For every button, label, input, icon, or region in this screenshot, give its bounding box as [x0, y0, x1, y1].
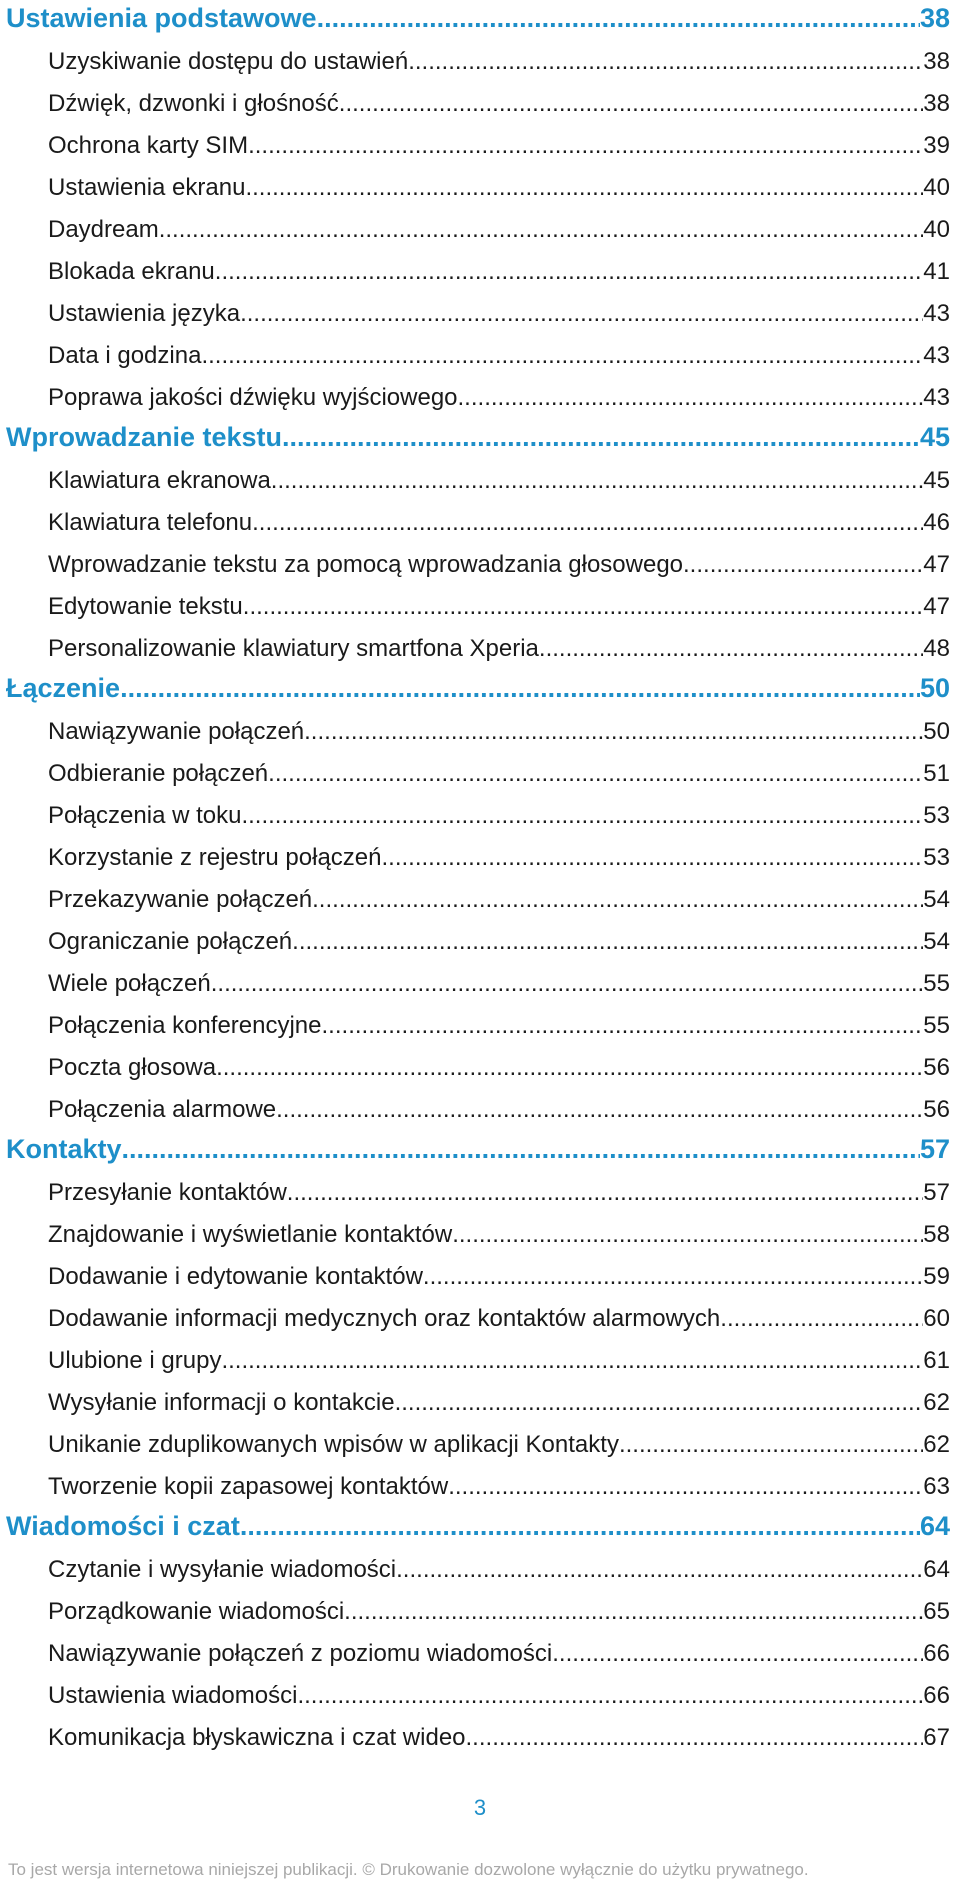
toc-entry[interactable]: [0, 335, 960, 377]
toc-entry-page: 64: [923, 1556, 950, 1583]
dot-leader: [312, 879, 923, 921]
dot-leader: [292, 921, 923, 963]
toc-section: [0, 670, 960, 1131]
toc-entry-page: 65: [923, 1598, 950, 1625]
toc-entry-title: Przekazywanie połączeń: [48, 886, 313, 913]
dot-leader: [122, 1131, 920, 1167]
dot-leader: [552, 1633, 923, 1675]
toc-entry[interactable]: [0, 293, 960, 335]
dot-leader: [211, 963, 924, 1005]
toc-entry-title: Czytanie i wysyłanie wiadomości: [48, 1556, 397, 1583]
toc-entry[interactable]: [0, 1424, 960, 1466]
toc-heading-page: 64: [919, 1511, 950, 1541]
dot-leader: [423, 1256, 923, 1298]
dot-leader: [683, 544, 923, 586]
toc-entry[interactable]: [0, 251, 960, 293]
toc-heading-title: Kontakty: [6, 1134, 122, 1164]
dot-leader: [276, 1089, 923, 1131]
toc-entry-title: Połączenia w toku: [48, 802, 242, 829]
toc-entry[interactable]: [0, 795, 960, 837]
toc-entry-title: Porządkowanie wiadomości: [48, 1598, 345, 1625]
toc-entry-title: Korzystanie z rejestru połączeń: [48, 844, 382, 871]
toc-entry[interactable]: [0, 209, 960, 251]
toc-entry-title: Daydream: [48, 216, 159, 243]
dot-leader: [216, 1047, 923, 1089]
dot-leader: [382, 837, 924, 879]
toc-entry[interactable]: [0, 1047, 960, 1089]
toc-section: [0, 419, 960, 670]
dot-leader: [271, 460, 924, 502]
toc-entry[interactable]: [0, 167, 960, 209]
toc-entry-page: 40: [923, 174, 950, 201]
toc-entry-title: Wprowadzanie tekstu za pomocą wprowadzania głosowego: [48, 551, 684, 578]
dot-leader: [339, 83, 924, 125]
toc-entry-page: 46: [923, 509, 950, 536]
toc-entry-page: 40: [923, 216, 950, 243]
toc-entry-title: Ustawienia ekranu: [48, 174, 246, 201]
dot-leader: [297, 1675, 923, 1717]
toc-section: [0, 1131, 960, 1508]
toc-entry[interactable]: [0, 1214, 960, 1256]
dot-leader: [287, 1172, 924, 1214]
toc-entry-page: 53: [923, 802, 950, 829]
dot-leader: [466, 1717, 924, 1759]
toc-heading[interactable]: [0, 670, 960, 706]
toc-entry-title: Wysyłanie informacji o kontakcie: [48, 1389, 395, 1416]
toc-entry[interactable]: [0, 1675, 960, 1717]
toc-entry-page: 38: [923, 48, 950, 75]
toc-entry-title: Wiele połączeń: [48, 970, 211, 997]
toc-entry-page: 59: [923, 1263, 950, 1290]
dot-leader: [344, 1591, 923, 1633]
toc-entry-title: Ograniczanie połączeń: [48, 928, 293, 955]
dot-leader: [395, 1382, 924, 1424]
toc-entry[interactable]: [0, 502, 960, 544]
toc-entry[interactable]: [0, 41, 960, 83]
toc-entry-page: 48: [923, 635, 950, 662]
toc-entry[interactable]: [0, 1717, 960, 1759]
toc-entry[interactable]: [0, 879, 960, 921]
toc-entry[interactable]: [0, 544, 960, 586]
dot-leader: [304, 711, 923, 753]
toc-entry-page: 58: [923, 1221, 950, 1248]
toc-entry[interactable]: [0, 1089, 960, 1131]
dot-leader: [408, 41, 923, 83]
toc-entry[interactable]: [0, 1256, 960, 1298]
toc-entry[interactable]: [0, 83, 960, 125]
toc-entry-page: 47: [923, 551, 950, 578]
dot-leader: [252, 502, 923, 544]
toc-entry-title: Ulubione i grupy: [48, 1347, 222, 1374]
dot-leader: [215, 251, 924, 293]
toc-heading[interactable]: [0, 1131, 960, 1167]
toc-entry-page: 43: [923, 342, 950, 369]
toc-entry-title: Poprawa jakości dźwięku wyjściowego: [48, 384, 458, 411]
toc-entry-title: Znajdowanie i wyświetlanie kontaktów: [48, 1221, 453, 1248]
toc-entry-title: Edytowanie tekstu: [48, 593, 243, 620]
toc-entry-page: 66: [923, 1682, 950, 1709]
toc-entry-title: Unikanie zduplikowanych wpisów w aplikacji Kontakty: [48, 1431, 619, 1458]
toc-entry-page: 67: [923, 1724, 950, 1751]
toc-entry-page: 41: [923, 258, 950, 285]
toc-heading-title: Wprowadzanie tekstu: [6, 422, 283, 452]
toc-entry-title: Dodawanie i edytowanie kontaktów: [48, 1263, 423, 1290]
toc-entry-page: 43: [923, 300, 950, 327]
toc-entry-title: Tworzenie kopii zapasowej kontaktów: [48, 1473, 449, 1500]
toc-heading[interactable]: [0, 419, 960, 455]
toc-entry[interactable]: [0, 586, 960, 628]
toc-entry-page: 54: [923, 886, 950, 913]
dot-leader: [458, 377, 924, 419]
toc-heading[interactable]: [0, 0, 960, 36]
toc-heading-page: 38: [919, 3, 950, 33]
toc-entry[interactable]: [0, 377, 960, 419]
toc-entry-page: 60: [923, 1305, 950, 1332]
toc-heading-title: Łączenie: [6, 673, 121, 703]
toc-entry-title: Połączenia konferencyjne: [48, 1012, 322, 1039]
toc-entry[interactable]: [0, 837, 960, 879]
toc-entry-page: 62: [923, 1431, 950, 1458]
dot-leader: [720, 1298, 923, 1340]
toc-heading-page: 50: [919, 673, 950, 703]
toc-entry-page: 61: [923, 1347, 950, 1374]
toc-entry-title: Dźwięk, dzwonki i głośność: [48, 90, 339, 117]
toc-entry-title: Nawiązywanie połączeń: [48, 718, 305, 745]
dot-leader: [241, 795, 923, 837]
toc-heading-title: Ustawienia podstawowe: [6, 3, 317, 33]
toc-entry-title: Ochrona karty SIM: [48, 132, 249, 159]
toc-entry[interactable]: [0, 1549, 960, 1591]
toc-entry-title: Personalizowanie klawiatury smartfona Xperia: [48, 635, 539, 662]
toc-entry-page: 51: [923, 760, 950, 787]
toc-entry-page: 47: [923, 593, 950, 620]
footer-note: To jest wersja internetowa niniejszej publikacji. © Drukowanie dozwolone wyłącznie do użytku prywatnego.: [8, 1860, 809, 1879]
toc-entry-title: Klawiatura telefonu: [48, 509, 253, 536]
toc-entry-title: Komunikacja błyskawiczna i czat wideo: [48, 1724, 466, 1751]
toc-heading[interactable]: [0, 1508, 960, 1544]
toc-entry[interactable]: [0, 628, 960, 670]
page-number: 3: [473, 1795, 487, 1820]
toc-entry[interactable]: [0, 1633, 960, 1675]
dot-leader: [268, 753, 923, 795]
toc-entry[interactable]: [0, 125, 960, 167]
dot-leader: [322, 1005, 924, 1047]
toc-section: [0, 0, 960, 419]
toc-entry[interactable]: [0, 1298, 960, 1340]
toc-entry-title: Przesyłanie kontaktów: [48, 1179, 287, 1206]
toc-entry-page: 38: [923, 90, 950, 117]
toc-entry[interactable]: [0, 1466, 960, 1508]
dot-leader: [201, 335, 923, 377]
toc-entry-page: 53: [923, 844, 950, 871]
dot-leader: [248, 125, 923, 167]
dot-leader: [396, 1549, 923, 1591]
toc-entry-page: 57: [923, 1179, 950, 1206]
dot-leader: [240, 1508, 920, 1544]
toc-entry[interactable]: [0, 711, 960, 753]
toc-entry[interactable]: [0, 1172, 960, 1214]
dot-leader: [448, 1466, 923, 1508]
toc-section: [0, 1508, 960, 1759]
toc-heading-page: 45: [919, 422, 950, 452]
dot-leader: [243, 586, 924, 628]
dot-leader: [159, 209, 924, 251]
toc-entry-title: Blokada ekranu: [48, 258, 215, 285]
toc-entry-page: 45: [923, 467, 950, 494]
toc-entry[interactable]: [0, 1591, 960, 1633]
toc-entry-title: Odbieranie połączeń: [48, 760, 269, 787]
toc-entry-page: 56: [923, 1096, 950, 1123]
toc-entry[interactable]: [0, 1340, 960, 1382]
toc-entry[interactable]: [0, 963, 960, 1005]
toc-entry-page: 54: [923, 928, 950, 955]
toc-entry-page: 43: [923, 384, 950, 411]
dot-leader: [120, 670, 920, 706]
toc-heading-page: 57: [919, 1134, 950, 1164]
toc-entry-page: 63: [923, 1473, 950, 1500]
toc-entry[interactable]: [0, 921, 960, 963]
toc-entry-page: 62: [923, 1389, 950, 1416]
toc-entry-title: Poczta głosowa: [48, 1054, 217, 1081]
toc-entry-title: Ustawienia wiadomości: [48, 1682, 298, 1709]
toc-entry-page: 66: [923, 1640, 950, 1667]
toc-entry-page: 50: [923, 718, 950, 745]
toc-entry-page: 56: [923, 1054, 950, 1081]
toc-entry-page: 39: [923, 132, 950, 159]
dot-leader: [282, 419, 920, 455]
dot-leader: [245, 167, 923, 209]
toc-entry[interactable]: [0, 1005, 960, 1047]
toc-entry-title: Połączenia alarmowe: [48, 1096, 277, 1123]
toc-entry-title: Uzyskiwanie dostępu do ustawień: [48, 48, 409, 75]
dot-leader: [240, 293, 923, 335]
toc-entry-title: Data i godzina: [48, 342, 202, 369]
toc-entry-title: Ustawienia języka: [48, 300, 241, 327]
toc-heading-title: Wiadomości i czat: [6, 1511, 240, 1541]
dot-leader: [539, 628, 923, 670]
toc-entry-title: Nawiązywanie połączeń z poziomu wiadomości: [48, 1640, 553, 1667]
toc-entry-page: 55: [923, 970, 950, 997]
toc-entry[interactable]: [0, 1382, 960, 1424]
toc-entry-title: Klawiatura ekranowa: [48, 467, 271, 494]
dot-leader: [221, 1340, 923, 1382]
dot-leader: [452, 1214, 923, 1256]
toc-entry[interactable]: [0, 753, 960, 795]
toc-entry-page: 55: [923, 1012, 950, 1039]
dot-leader: [317, 0, 920, 36]
dot-leader: [619, 1424, 923, 1466]
toc-entry[interactable]: [0, 460, 960, 502]
toc-entry-title: Dodawanie informacji medycznych oraz kontaktów alarmowych: [48, 1305, 721, 1332]
